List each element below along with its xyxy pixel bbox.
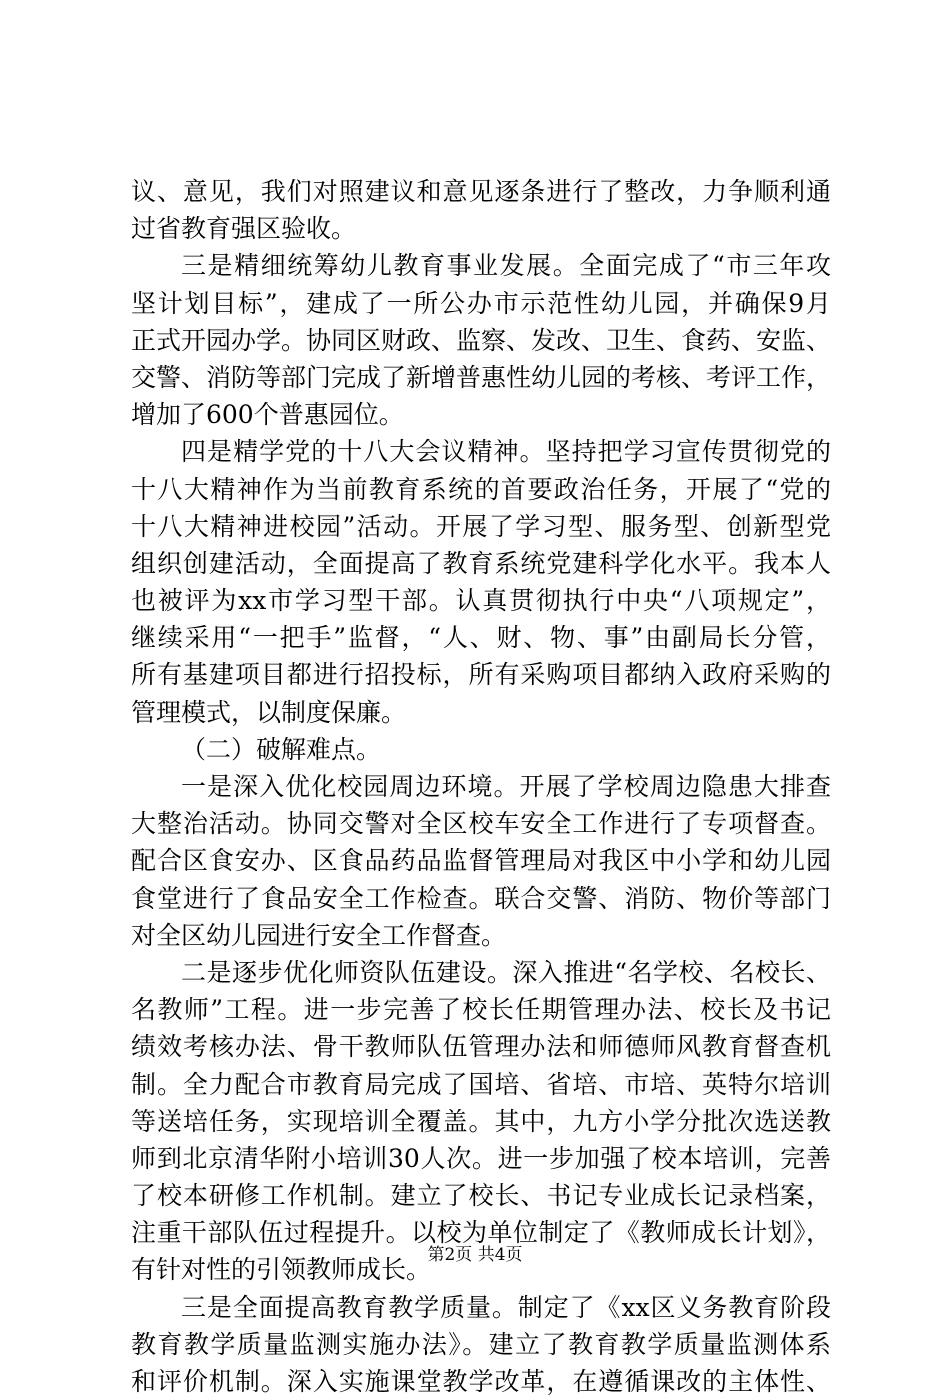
text-line: 管理模式，以制度保廉。 <box>131 697 407 727</box>
text-line: 师到北京清华附小培训30人次。进一步加强了校本培训，完善 <box>131 1143 831 1173</box>
text-line: 过省教育强区验收。 <box>131 214 357 244</box>
text-line: 正式开园办学。协同区财政、监察、发改、卫生、食药、安监、 <box>131 325 832 355</box>
document-body <box>131 173 831 1400</box>
text-line: 坚计划目标”，建成了一所公办市示范性幼儿园，并确保9月 <box>131 288 831 318</box>
text-line: 十八大精神进校园”活动。开展了学习型、服务型、创新型党 <box>131 511 831 541</box>
text-line: 也被评为xx市学习型干部。认真贯彻执行中央“八项规定”， <box>131 586 831 616</box>
text-line: 所有基建项目都进行招投标，所有采购项目都纳入政府采购的 <box>131 660 831 690</box>
text-line: 三是全面提高教育教学质量。制定了《xx区义务教育阶段 <box>181 1292 831 1322</box>
text-line: 对全区幼儿园进行安全工作督查。 <box>131 920 507 950</box>
text-line: 组织创建活动，全面提高了教育系统党建科学化水平。我本人 <box>131 548 831 578</box>
text-line: 继续采用“一把手”监督，“人、财、物、事”由副局长分管， <box>131 623 831 653</box>
text-line: 四是精学党的十八大会议精神。坚持把学习宣传贯彻党的 <box>181 437 831 467</box>
text-line: 有针对性的引领教师成长。 <box>131 1255 432 1285</box>
text-line: 一是深入优化校园周边环境。开展了学校周边隐患大排查 <box>181 772 831 801</box>
text-line: 配合区食安办、区食品药品监督管理局对我区中小学和幼儿园 <box>131 846 831 876</box>
text-line: 交警、消防等部门完成了新增普惠性幼儿园的考核、考评工作， <box>131 362 832 392</box>
text-line: 等送培任务，实现培训全覆盖。其中，九方小学分批次选送教 <box>131 1106 831 1136</box>
text-line: 绩效考核办法、骨干教师队伍管理办法和师德师风教育督查机 <box>131 1032 831 1062</box>
text-line: 二是逐步优化师资队伍建设。深入推进“名学校、名校长、 <box>181 957 831 987</box>
text-line: 注重干部队伍过程提升。以校为单位制定了《教师成长计划》， <box>131 1218 831 1248</box>
text-line: 大整治活动。协同交警对全区校车安全工作进行了专项督查。 <box>131 809 831 839</box>
text-line: 议、意见，我们对照建议和意见逐条进行了整改，力争顺利通 <box>131 177 831 206</box>
text-line: 名教师”工程。进一步完善了校长任期管理办法、校长及书记 <box>131 995 831 1025</box>
text-line: （二）破解难点。 <box>181 734 382 764</box>
text-line: 教育教学质量监测实施办法》。建立了教育教学质量监测体系 <box>131 1329 831 1359</box>
text-line: 三是精细统筹幼儿教育事业发展。全面完成了“市三年攻 <box>181 251 831 281</box>
text-line: 增加了600个普惠园位。 <box>131 400 404 430</box>
text-line: 制。全力配合市教育局完成了国培、省培、市培、英特尔培训 <box>131 1069 831 1099</box>
text-line: 了校本研修工作机制。建立了校长、书记专业成长记录档案， <box>131 1181 831 1211</box>
text-line: 和评价机制。深入实施课堂教学改革，在遵循课改的主体性、 <box>131 1367 831 1396</box>
text-line: 十八大精神作为当前教育系统的首要政治任务，开展了“党的 <box>131 474 831 504</box>
text-line: 食堂进行了食品安全工作检查。联合交警、消防、物价等部门 <box>131 883 831 913</box>
page-footer: 第2页 共4页 <box>427 1245 523 1265</box>
